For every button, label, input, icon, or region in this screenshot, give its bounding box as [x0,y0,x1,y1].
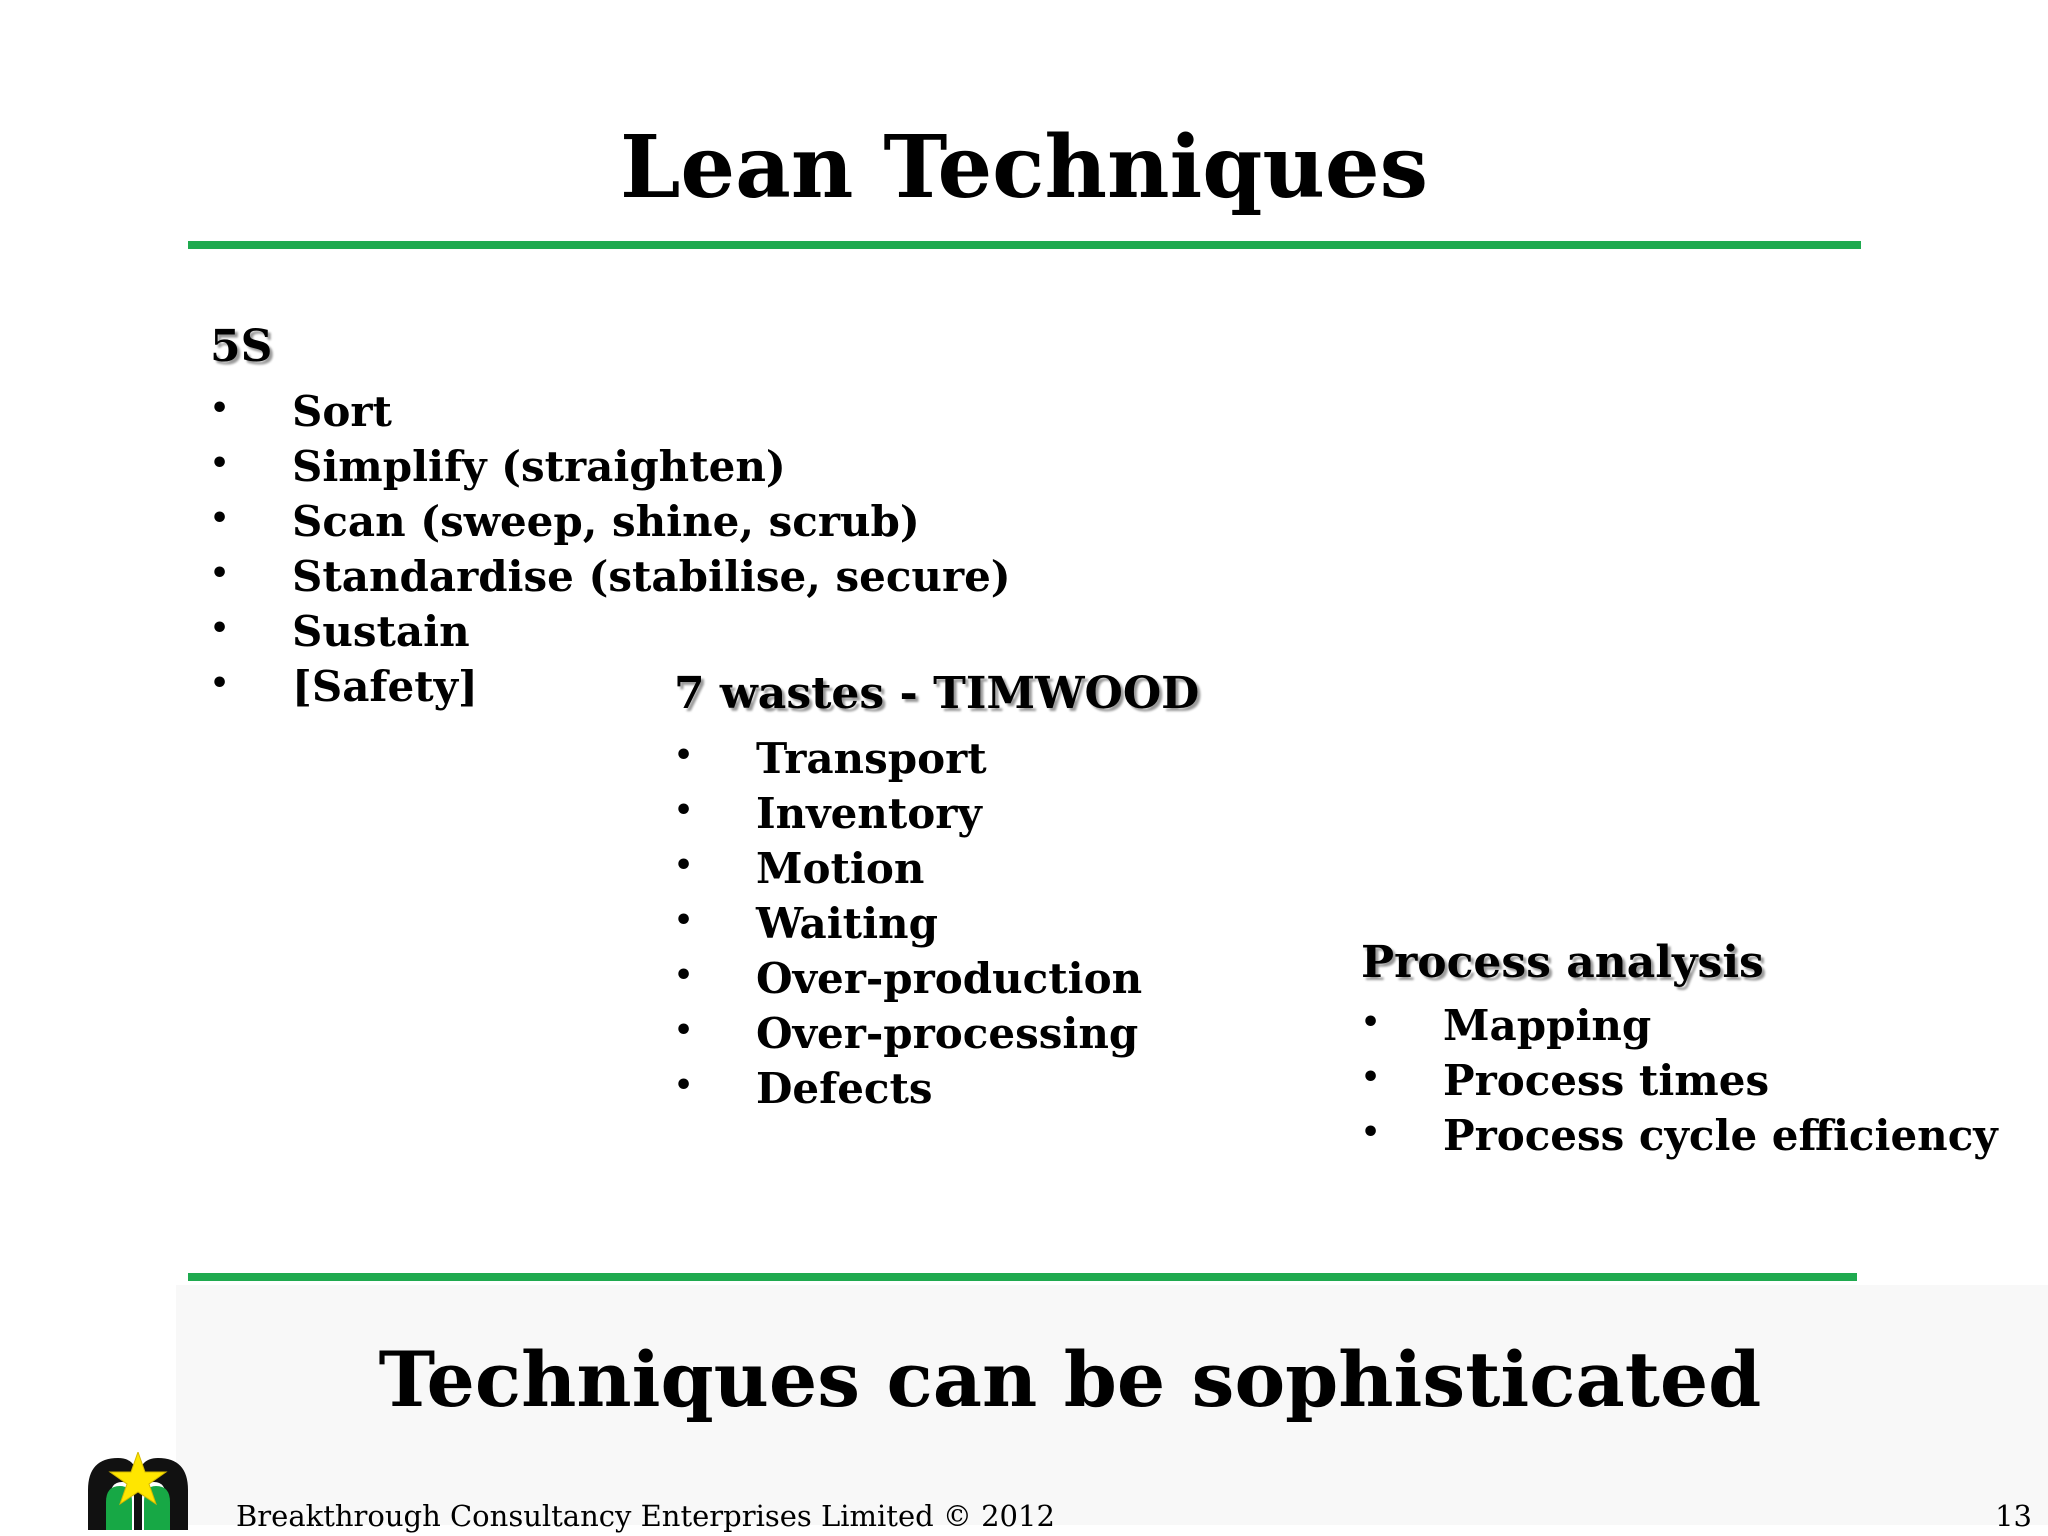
list-item: • Process times [1361,1053,1764,1108]
bullet-icon: • [674,1068,694,1103]
list-item: • Defects [674,1061,1199,1116]
list-item: • Standardise (stabilise, secure) [210,549,272,604]
list-item: • Transport [674,731,1199,786]
five-s-heading: 5S [210,321,273,372]
bullet-icon: • [674,1013,694,1048]
bullet-icon: • [1361,1060,1381,1095]
page-number: 13 [1995,1499,2032,1533]
list-item: • Inventory [674,786,1199,841]
wastes-heading: 7 wastes - TIMWOOD [674,668,1200,719]
list-item: • Simplify (straighten) [210,439,272,494]
process-section [1361,937,1998,1163]
bullet-icon: • [210,391,230,426]
bottom-divider [188,1273,1857,1281]
slide-tagline: Techniques can be sophisticated [378,1335,1762,1424]
list-item: • Over-production [674,951,1199,1006]
list-item: • [Safety] [210,659,272,714]
bullet-icon: • [210,501,230,536]
bullet-icon: • [1361,1005,1381,1040]
wastes-section [674,669,1199,1116]
list-item: • Over-processing [674,1006,1199,1061]
slide-title: Lean Techniques [619,117,1429,218]
footer-copyright: Breakthrough Consultancy Enterprises Limited © 2012 [236,1499,1055,1533]
top-divider [188,241,1861,249]
bullet-icon: • [210,446,230,481]
bullet-icon: • [674,848,694,883]
bullet-icon: • [210,611,230,646]
list-item: • Waiting [674,896,1199,951]
process-list [1361,998,1998,1163]
list-item: • Scan (sweep, shine, scrub) [210,494,272,549]
list-item: • Sort [210,384,272,439]
list-item: • Motion [674,841,1199,896]
bullet-icon: • [1361,1115,1381,1150]
bullet-icon: • [674,958,694,993]
wastes-list [674,731,1199,1116]
bullet-icon: • [674,903,694,938]
list-item: • Mapping [1361,998,1764,1053]
process-heading: Process analysis [1361,937,1764,988]
list-item: • Sustain [210,604,272,659]
star-arch-logo-icon [86,1452,190,1530]
bullet-icon: • [210,666,230,701]
bullet-icon: • [674,793,694,828]
bullet-icon: • [210,556,230,591]
bullet-icon: • [674,738,694,773]
list-item: • Process cycle efficiency [1361,1108,1764,1163]
